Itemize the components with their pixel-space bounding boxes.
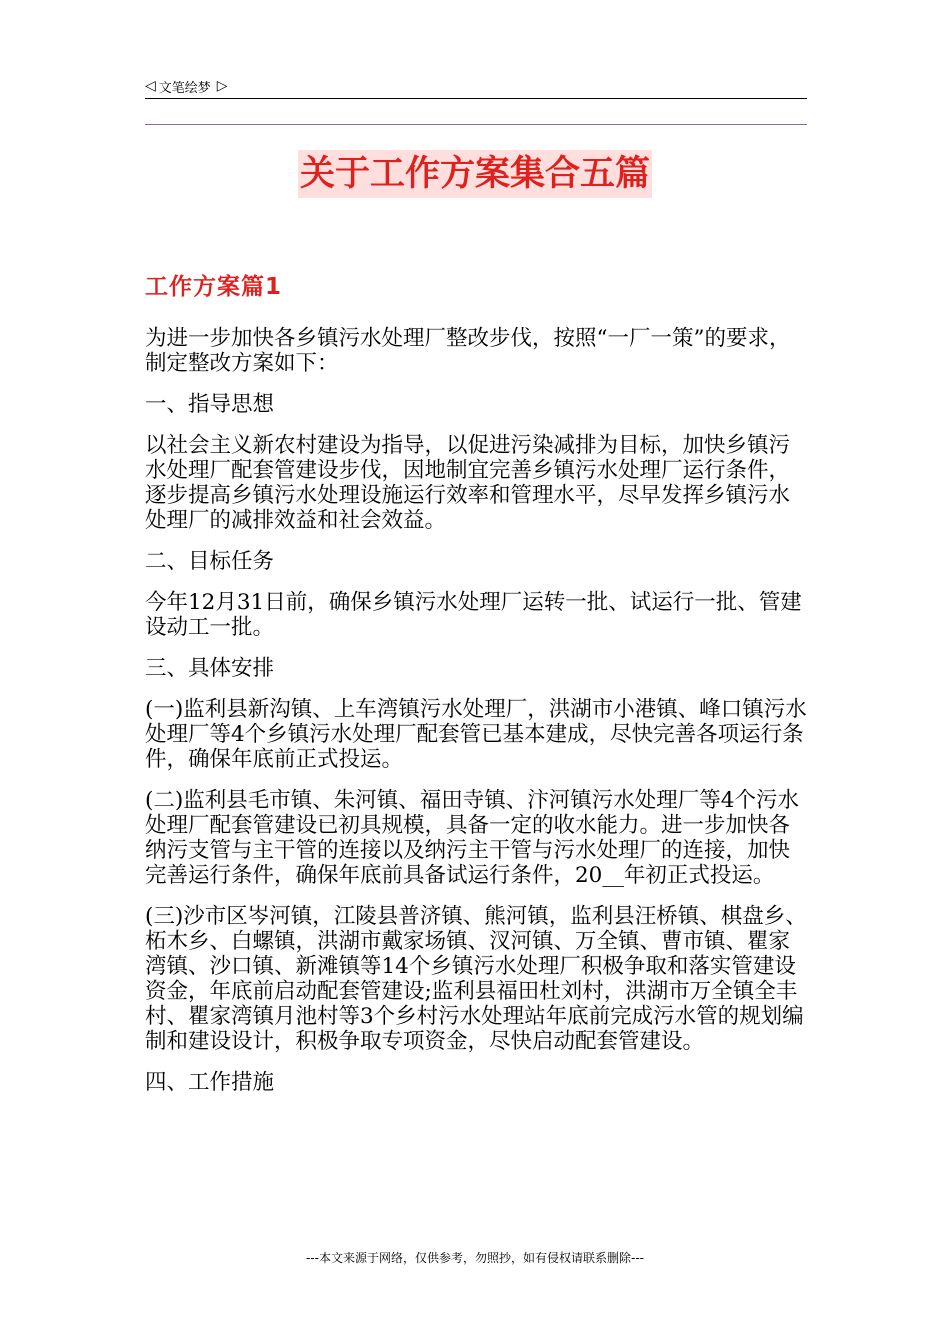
heading-arrangements: 三、具体安排 — [145, 656, 275, 681]
left-triangle-icon: ◁ — [145, 78, 156, 94]
header-divider — [145, 124, 807, 125]
page-footer: ---本文来源于网络，仅供参考，勿照抄，如有侵权请联系删除--- — [306, 1251, 644, 1265]
heading-measures: 四、工作措施 — [145, 1070, 275, 1095]
document-body — [145, 326, 810, 1111]
paragraph-targets: 今年12月31日前，确保乡镇污水处理厂运转一批、试运行一批、管建设动工一批。 — [145, 590, 802, 640]
document-title-wrap — [0, 150, 950, 198]
section-heading: 工作方案篇1 — [145, 274, 283, 300]
document-title: 关于工作方案集合五篇 — [298, 150, 652, 198]
heading-targets: 二、目标任务 — [145, 549, 275, 574]
header-brand: 文笔绘梦 — [158, 80, 211, 96]
page-header — [145, 74, 807, 99]
paragraph-guiding-thought: 以社会主义新农村建设为指导，以促进污染减排为目标，加快乡镇污水处理厂配套管建设步伐，因地制宜完善乡镇污水处理厂运行条件，逐步提高乡镇污水处理设施运行效率和管理水平，尽早发挥乡镇污水处理厂的减排效益和社会效益。 — [145, 433, 791, 533]
paragraph-intro: 为进一步加快各乡镇污水处理厂整改步伐，按照“一厂一策”的要求，制定整改方案如下： — [145, 326, 791, 376]
paragraph-arrangement-2: (二)监利县毛市镇、朱河镇、福田寺镇、汴河镇污水处理厂等4个污水处理厂配套管建设已初具规模，具备一定的收水能力。进一步加快各纳污支管与主干管的连接以及纳污主干管与污水处理厂的连接，加快完善运行条件，确保年底前具备试运行条件，20__年初正式投运。 — [145, 788, 799, 888]
paragraph-arrangement-3: (三)沙市区岑河镇，江陵县普济镇、熊河镇，监利县汪桥镇、棋盘乡、柘木乡、白螺镇，洪湖市戴家场镇、汊河镇、万全镇、曹市镇、瞿家湾镇、沙口镇、新滩镇等14个乡镇污水处理厂积极争取和落实管建设资金，年底前启动配套管建设;监利县福田杜刘村，洪湖市万全镇全丰村、瞿家湾镇月池村等3个乡村污水处理站年底前完成污水管的规划编制和建设设计，积极争取专项资金，尽快启动配套管建设。 — [145, 904, 807, 1054]
heading-guiding-thought: 一、指导思想 — [145, 392, 275, 417]
right-triangle-icon: ▷ — [216, 78, 228, 94]
paragraph-arrangement-1: (一)监利县新沟镇、上车湾镇污水处理厂，洪湖市小港镇、峰口镇污水处理厂等4个乡镇污水处理厂配套管已基本建成，尽快完善各项运行条件，确保年底前正式投运。 — [145, 697, 807, 772]
